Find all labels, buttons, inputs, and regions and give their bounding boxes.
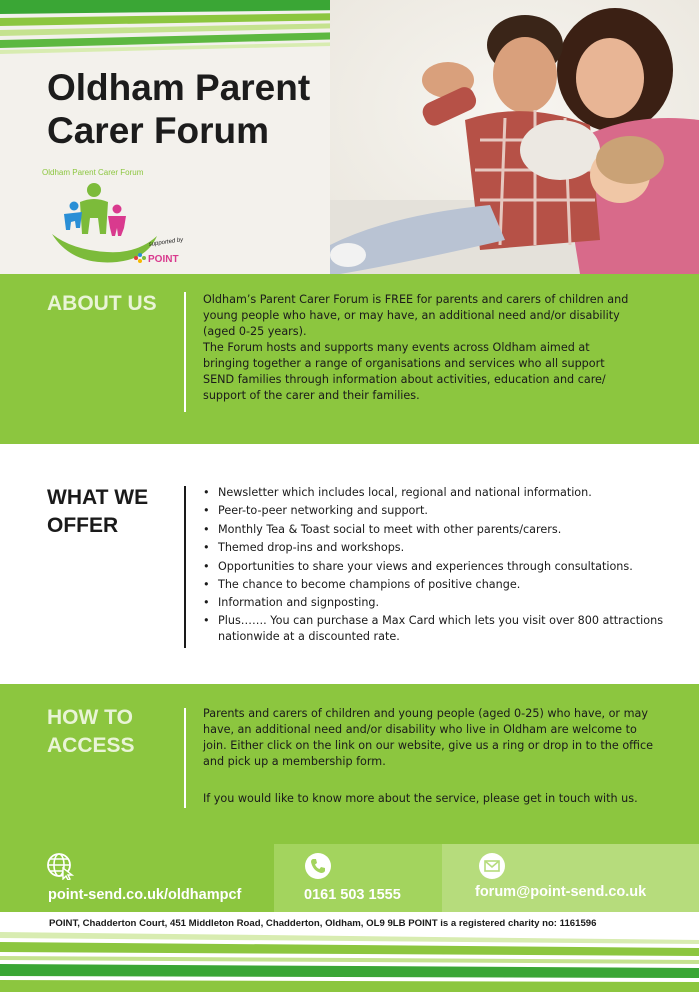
access-section <box>0 684 699 844</box>
access-heading: HOW TO ACCESS <box>47 706 135 757</box>
point-logo <box>134 253 179 265</box>
access-paragraph-1: Parents and carers of children and young people (aged 0-25) who have, or may have, an additional need and/or disability who live in Oldham are welcome to join. Either click on the link on our website, give us a ring or drop in to the office and pick up a membership form. <box>203 707 654 768</box>
offer-list <box>203 484 668 645</box>
list-item: • Opportunities to share your views and experiences through consultations. <box>203 558 668 576</box>
about-section <box>0 274 699 444</box>
list-item: • Peer-to-peer networking and support. <box>203 502 668 520</box>
envelope-icon <box>478 852 506 880</box>
contact-bar <box>0 844 699 912</box>
footer-address: POINT, Chadderton Court, 451 Middleton Road, Chadderton, Oldham, OL9 9LB POINT is a registered charity no: 1161596 <box>49 918 597 929</box>
about-heading: ABOUT US <box>47 292 157 315</box>
list-item: • Newsletter which includes local, regional and national information. <box>203 484 668 502</box>
offer-section <box>0 444 699 684</box>
supported-by-text: supported by <box>148 237 184 248</box>
about-divider <box>184 292 186 412</box>
list-item: • Themed drop-ins and workshops. <box>203 539 668 557</box>
email-cell[interactable] <box>442 844 699 912</box>
globe-cursor-icon <box>46 852 74 880</box>
family-photo <box>330 0 699 274</box>
access-paragraph-2: If you would like to know more about the service, please get in touch with us. <box>203 792 638 805</box>
about-body <box>203 292 633 404</box>
decorative-stripes-bottom <box>0 930 699 992</box>
offer-heading: WHAT WE OFFER <box>47 486 149 537</box>
list-item: • The chance to become champions of positive change. <box>203 576 668 594</box>
email-link[interactable]: forum@point-send.co.uk <box>475 884 647 900</box>
page-title: Oldham Parent Carer Forum <box>47 67 311 151</box>
about-paragraph-1: Oldham’s Parent Carer Forum is FREE for parents and carers of children and young people who have, or may have, an additional need and/or disability (aged 0-25 years). <box>203 293 629 338</box>
about-paragraph-2: The Forum hosts and supports many events across Oldham aimed at bringing together a range of organisations and services who all support SEND families through information about activities, education and care/ support of the carer and their families. <box>203 341 606 402</box>
offer-divider <box>184 486 186 648</box>
list-item: • Information and signposting. <box>203 594 668 612</box>
access-divider <box>184 708 186 808</box>
access-body <box>203 706 658 807</box>
website-cell[interactable] <box>0 844 274 912</box>
list-item: • Monthly Tea & Toast social to meet with other parents/carers. <box>203 521 668 539</box>
logo-caption: Oldham Parent Carer Forum <box>42 168 144 177</box>
point-logo-text: POINT <box>148 254 179 265</box>
phone-icon <box>304 852 332 880</box>
phone-number[interactable]: 0161 503 1555 <box>304 887 401 903</box>
forum-logo <box>42 168 202 263</box>
list-item: • Plus……. You can purchase a Max Card which lets you visit over 800 attractions nationwide at a discounted rate. <box>203 613 668 645</box>
phone-cell[interactable] <box>274 844 442 912</box>
website-link[interactable]: point-send.co.uk/oldhampcf <box>48 887 242 903</box>
header <box>0 0 699 274</box>
